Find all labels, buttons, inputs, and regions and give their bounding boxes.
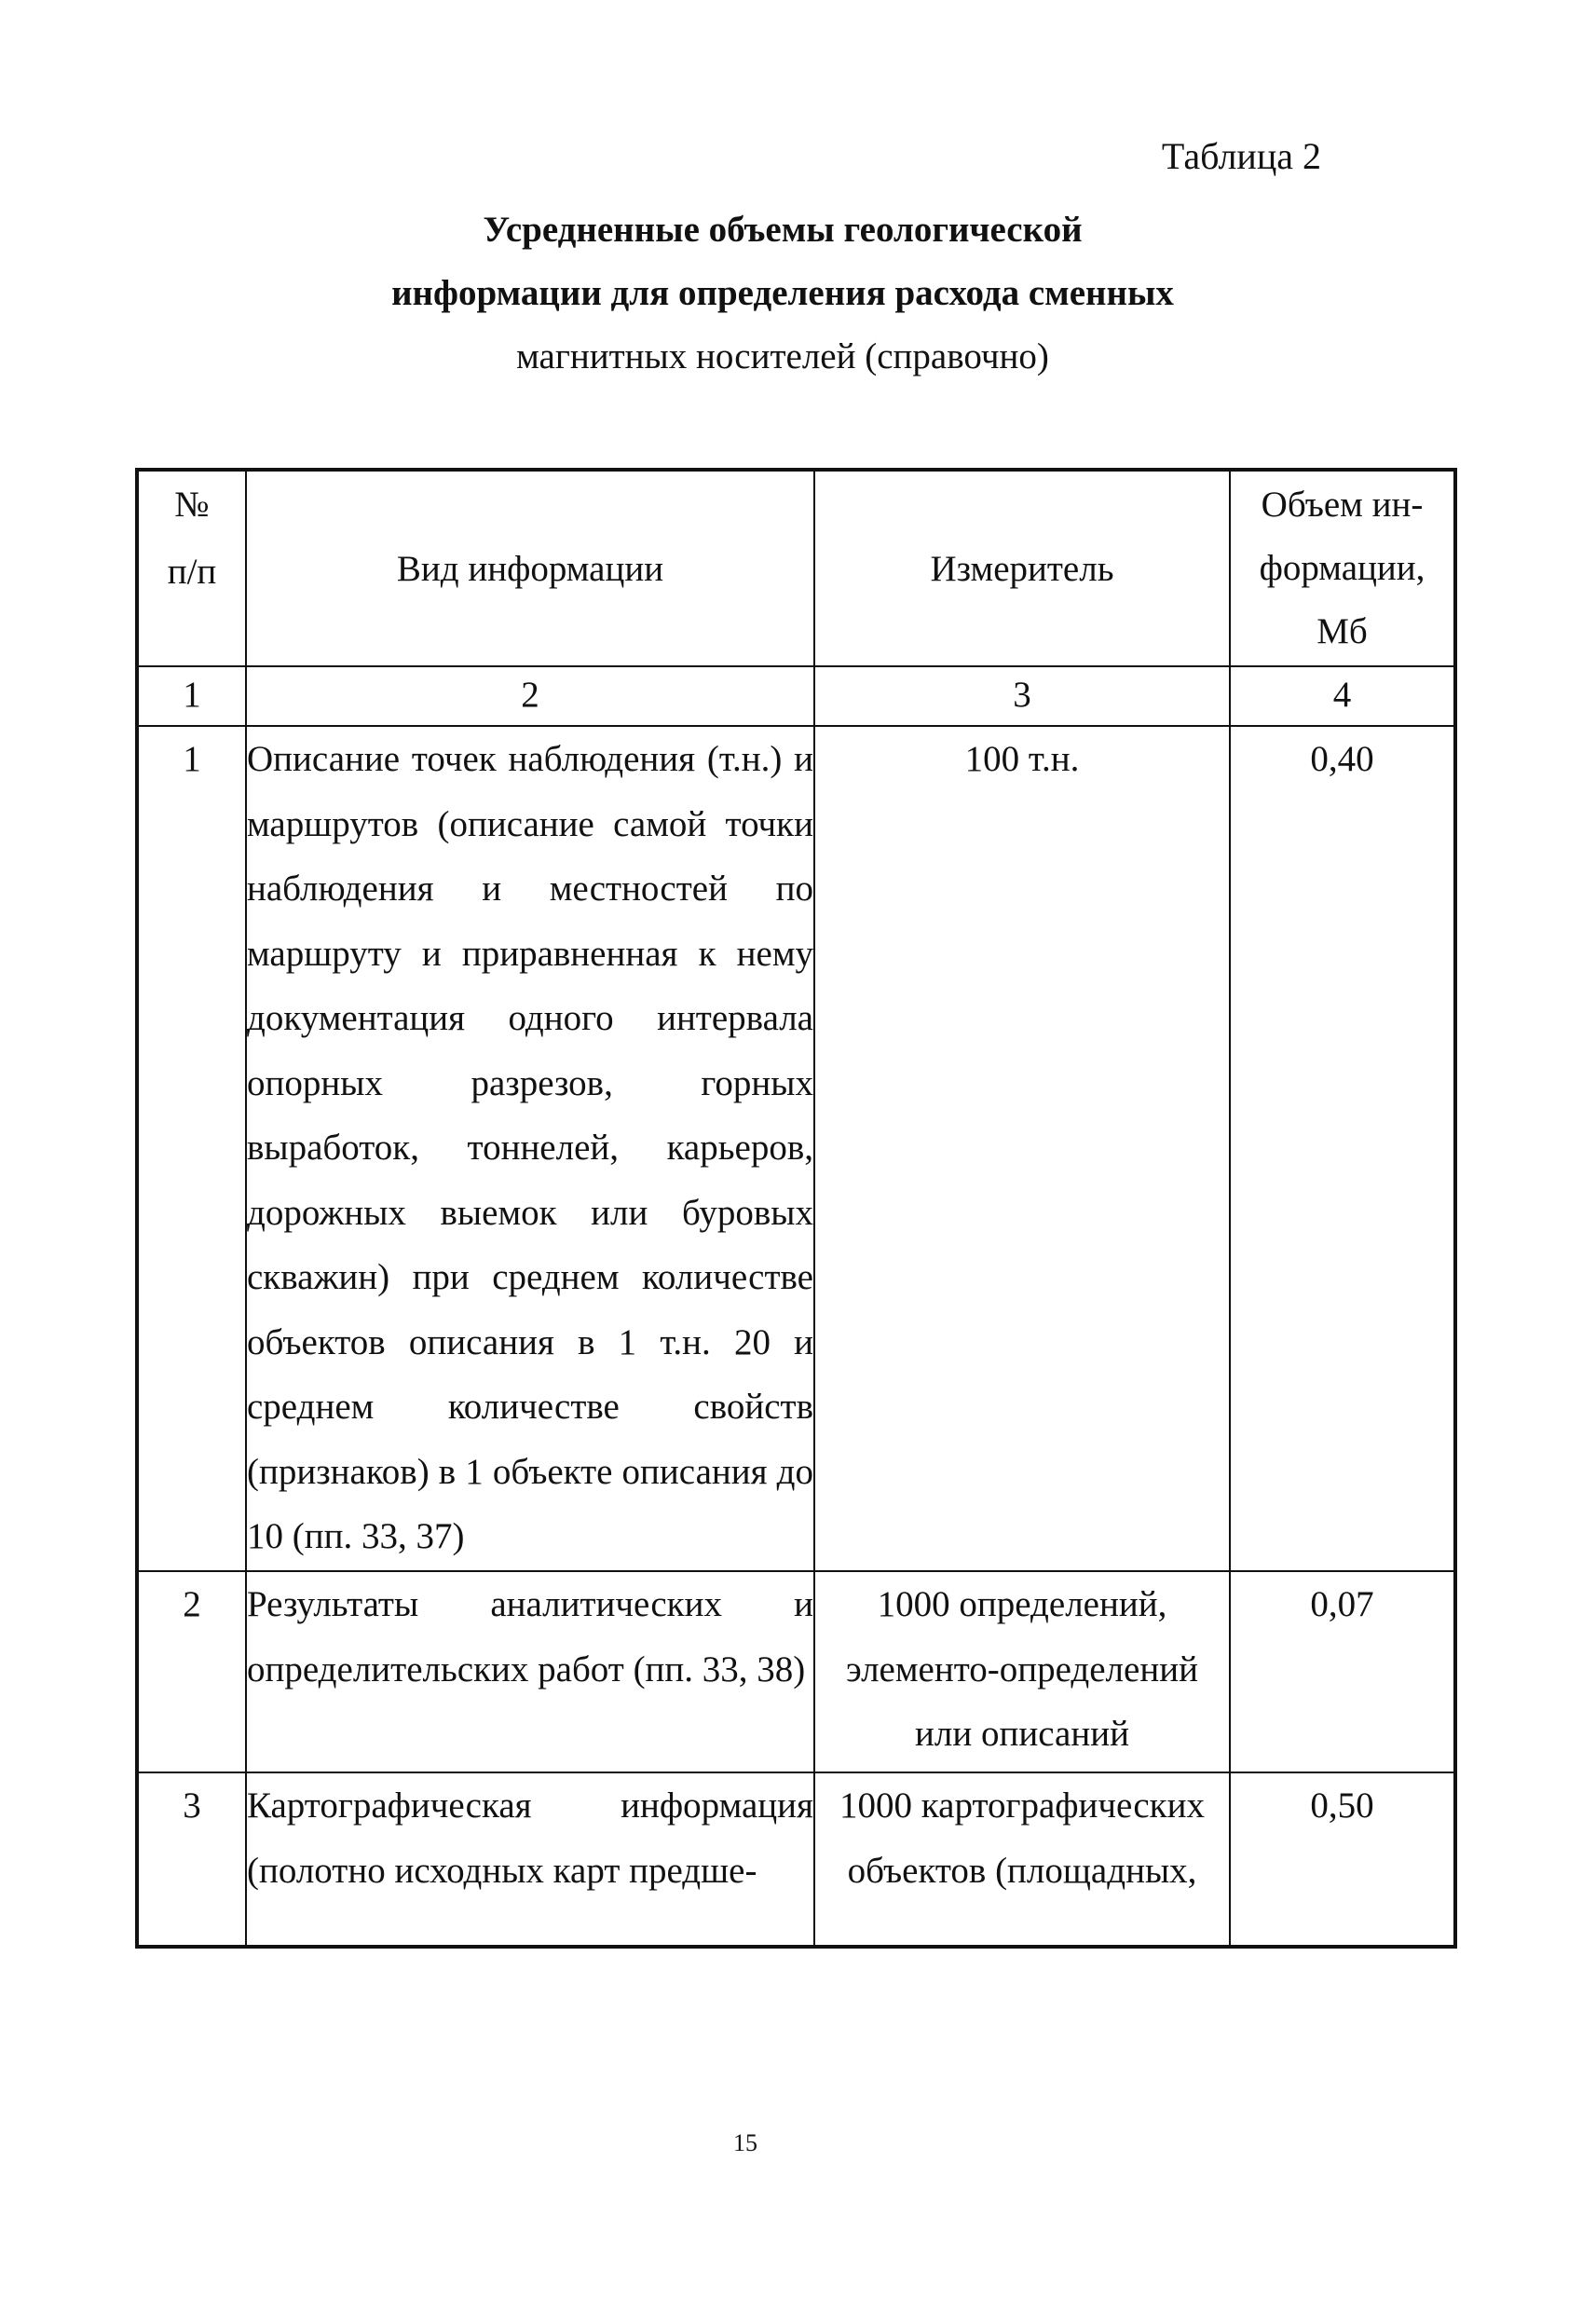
column-number: 2 [246,666,814,726]
header-unit-label: Измеритель [930,548,1114,589]
row-volume: 0,50 [1230,1772,1455,1947]
header-volume-line-1: Объем ин- [1261,485,1424,525]
row-volume: 0,40 [1230,726,1455,1571]
info-volume-table [135,468,1457,1949]
header-row [137,470,1455,666]
row-num: 2 [137,1571,246,1772]
row-unit: 1000 определений, элементо-определений или описаний [814,1571,1230,1772]
column-number: 1 [137,666,246,726]
header-volume-line-3: Мб [1316,611,1368,651]
row-description: Описание точек наблюдения (т.н.) и маршрутов (описание самой точки наблюдения и местностей по маршруту и приравненная к нему документация одного интервала опорных разрезов, горных выработок, тоннелей, карьеров, дорожных выемок или буровых скважин) при среднем количестве объектов описания в 1 т.н. 20 и среднем количестве свойств (признаков) в 1 объекте описания до 10 (пп. 33, 37) [246,726,814,1571]
row-unit: 1000 картографических объектов (площадных, [814,1772,1230,1947]
table-label: Таблица 2 [1161,135,1321,177]
header-volume-line-2: формации, [1259,548,1425,588]
table-title [391,198,1174,389]
header-type-label: Вид информации [396,548,664,589]
table-row [137,1571,1455,1772]
table-row [137,1772,1455,1947]
header-num [137,470,246,666]
column-number-row [137,666,1455,726]
row-description: Результаты аналитических и определительских работ (пп. 33, 38) [246,1571,814,1772]
row-description: Картографическая информация (полотно исходных карт предше- [246,1772,814,1947]
header-num-line-2: п/п [167,552,217,592]
table-row [137,726,1455,1571]
title-line-3: магнитных носителей (справочно) [516,336,1049,376]
header-type [246,470,814,666]
row-volume: 0,07 [1230,1571,1455,1772]
header-volume [1230,470,1455,666]
title-line-2: информации для определения расхода сменных [391,273,1174,313]
header-unit [814,470,1230,666]
column-number: 3 [814,666,1230,726]
row-num: 1 [137,726,246,1571]
header-num-line-1: № [174,485,210,525]
row-num: 3 [137,1772,246,1947]
row-unit: 100 т.н. [814,726,1230,1571]
column-number: 4 [1230,666,1455,726]
page-number: 15 [733,2129,757,2156]
title-line-1: Усредненные объемы геологической [483,210,1083,250]
